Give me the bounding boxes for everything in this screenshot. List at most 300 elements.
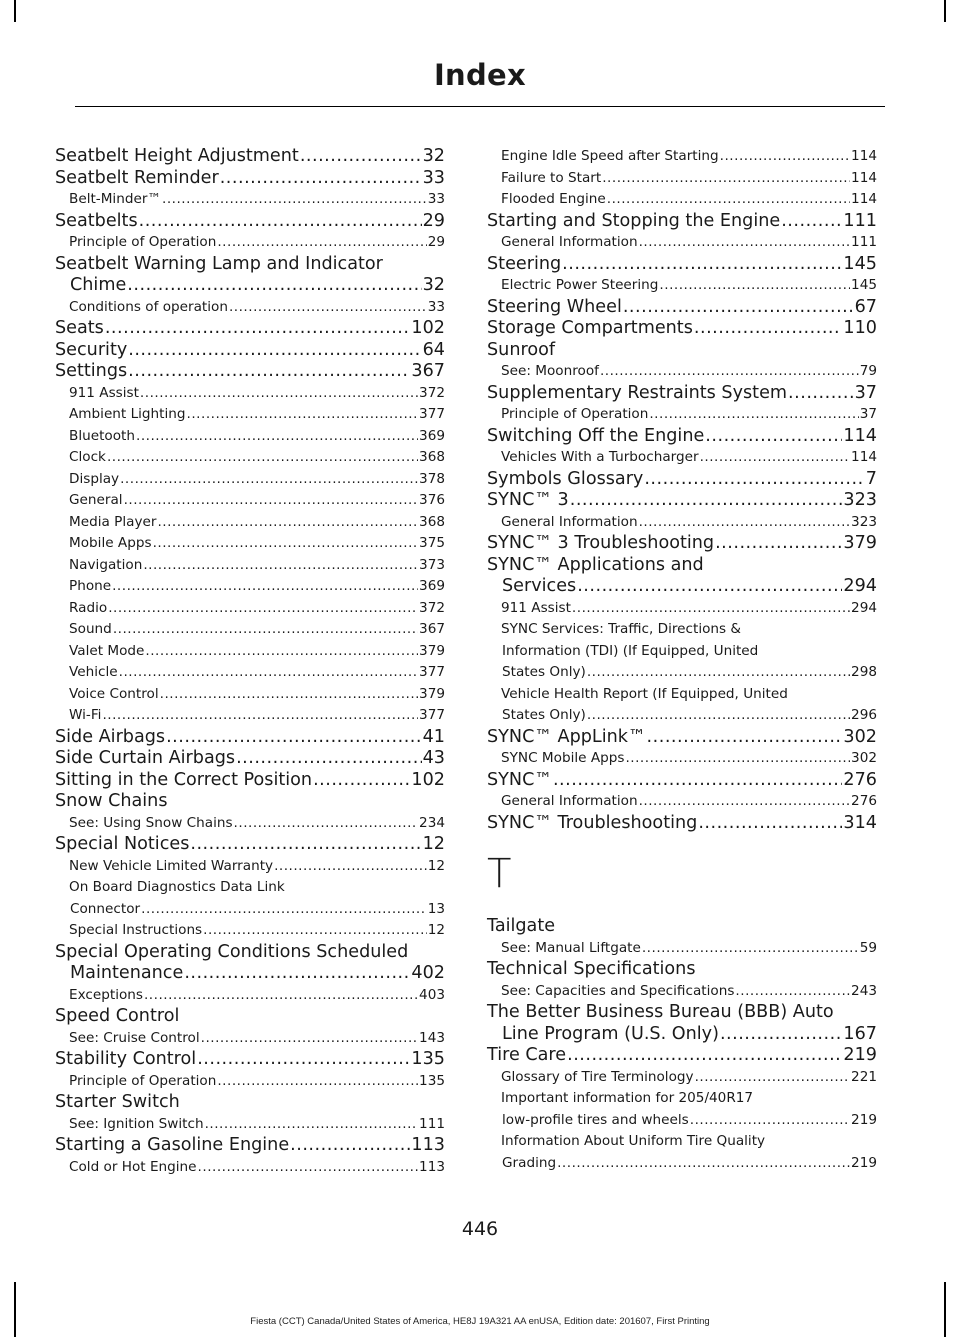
dot-leader: [639, 791, 850, 813]
entry-page-number: 7: [865, 468, 877, 489]
entry-page-number: 145: [851, 277, 877, 293]
dot-leader: [572, 598, 850, 620]
dot-leader: [639, 232, 850, 254]
dot-leader: [236, 748, 422, 770]
dot-leader: [788, 383, 854, 405]
index-entry-line[interactable]: [55, 963, 445, 985]
entry-label: Grading: [502, 1154, 557, 1171]
crop-mark-top-left: [14, 0, 16, 22]
entry-label: Wi-Fi: [69, 707, 102, 723]
index-subentry[interactable]: [487, 1067, 877, 1089]
entry-page-number: 367: [419, 621, 445, 637]
entry-label: Principle of Operation: [501, 406, 649, 422]
entry-page-number: 12: [427, 857, 445, 874]
index-subentry[interactable]: [55, 232, 445, 254]
dot-leader: [607, 189, 850, 211]
entry-page-number: 145: [843, 253, 877, 274]
entry-page-number: 314: [843, 812, 877, 833]
entry-label: General Information: [501, 234, 638, 250]
index-entry[interactable]: [487, 297, 877, 319]
entry-page-number: 43: [422, 748, 445, 768]
index-entry[interactable]: [55, 834, 445, 856]
entry-label-first-line: SYNC™ Applications and: [487, 554, 704, 575]
index-subentry[interactable]: [487, 938, 877, 960]
index-heading[interactable]: Tailgate: [487, 916, 556, 936]
index-subentry[interactable]: [55, 1157, 445, 1179]
entry-page-number: 37: [859, 406, 877, 422]
entry-page-number: 298: [851, 664, 877, 680]
dot-leader: [217, 1071, 418, 1093]
index-entry[interactable]: [55, 168, 445, 190]
index-subentry-wrapped[interactable]: [487, 1131, 877, 1174]
entry-label: Ambient Lighting: [69, 406, 186, 422]
entry-page-number: 113: [419, 1158, 445, 1175]
entry-label: Engine Idle Speed after Starting: [501, 148, 719, 164]
index-entry[interactable]: [487, 770, 877, 792]
entry-page-number: 323: [851, 513, 877, 530]
dot-leader: [274, 856, 427, 878]
index-entry[interactable]: [55, 211, 445, 233]
dot-leader: [553, 770, 842, 792]
entry-page-number: 33: [422, 167, 445, 188]
entry-label: General Information: [501, 793, 638, 809]
index-entry-line[interactable]: [55, 899, 445, 921]
index-entry[interactable]: [55, 361, 445, 383]
index-entry-line[interactable]: [487, 1153, 877, 1175]
index-subentry[interactable]: [55, 1071, 445, 1093]
crop-mark-bottom-left: [14, 1282, 16, 1337]
index-subentry[interactable]: [487, 168, 877, 190]
index-heading[interactable]: Technical Specifications: [487, 959, 696, 979]
index-entry-wrapped[interactable]: [487, 1002, 877, 1045]
dot-leader: [141, 899, 427, 921]
index-entry[interactable]: [487, 254, 877, 276]
entry-label: Belt-Minder™: [69, 191, 161, 207]
dot-leader: [145, 641, 418, 663]
entry-label: Maintenance: [70, 963, 184, 983]
entry-label: SYNC™: [487, 769, 552, 790]
dot-leader: [602, 168, 850, 190]
dot-leader: [700, 447, 850, 469]
index-subentry[interactable]: [487, 447, 877, 469]
entry-page-number: 221: [851, 1068, 877, 1085]
index-subentry[interactable]: [55, 383, 445, 405]
index-subentry[interactable]: [487, 981, 877, 1003]
entry-label: Switching Off the Engine: [487, 425, 705, 446]
dot-leader: [313, 770, 410, 792]
entry-label: Cold or Hot Engine: [69, 1158, 197, 1175]
entry-label-first-line: Special Operating Conditions Scheduled: [55, 941, 409, 962]
entry-page-number: 369: [419, 427, 445, 444]
index-entry-line[interactable]: [55, 275, 445, 297]
dot-leader: [128, 340, 421, 362]
entry-label: See: Using Snow Chains: [69, 814, 233, 831]
dot-leader: [107, 447, 418, 469]
index-heading[interactable]: Starter Switch: [55, 1092, 180, 1112]
index-subentry-wrapped[interactable]: [487, 684, 877, 727]
dot-leader: [217, 232, 426, 254]
index-subentry[interactable]: [55, 555, 445, 577]
index-subentry[interactable]: [55, 576, 445, 598]
entry-label: Conditions of operation: [69, 298, 228, 315]
entry-label: SYNC Mobile Apps: [501, 750, 625, 766]
entry-page-number: 143: [419, 1029, 445, 1046]
entry-label: Connector: [70, 900, 141, 917]
dot-leader: [162, 189, 427, 211]
dot-leader: [300, 146, 422, 168]
entry-label-first-line: Information About Uniform Tire Quality: [501, 1133, 766, 1149]
entry-label: Media Player: [69, 513, 157, 530]
entry-label-first-line: Seatbelt Warning Lamp and Indicator: [55, 253, 383, 274]
entry-page-number: 32: [422, 146, 445, 166]
entry-page-number: 29: [427, 234, 445, 250]
index-entry-wrapped[interactable]: [55, 254, 445, 297]
entry-label: Side Airbags: [55, 726, 166, 747]
entry-label: Starting and Stopping the Engine: [487, 210, 781, 231]
dot-leader: [187, 404, 419, 426]
entry-label: SYNC™ 3: [487, 490, 569, 510]
entry-label: Tire Care: [487, 1045, 567, 1065]
entry-page-number: 377: [419, 406, 445, 422]
dot-leader: [720, 146, 850, 168]
entry-page-number: 403: [419, 986, 445, 1003]
entry-label: See: Ignition Switch: [69, 1115, 204, 1132]
dot-leader: [139, 211, 422, 233]
index-entry[interactable]: [487, 813, 877, 835]
entry-label: See: Moonroof: [501, 363, 599, 379]
index-entry[interactable]: [487, 1045, 877, 1067]
dot-leader: [698, 813, 842, 835]
entry-label: Steering Wheel: [487, 296, 622, 317]
index-subentry[interactable]: [55, 404, 445, 426]
index-entry[interactable]: [55, 1135, 445, 1157]
entry-page-number: 369: [419, 578, 445, 594]
index-subentry[interactable]: [487, 404, 877, 426]
entry-page-number: 41: [422, 726, 445, 747]
dot-leader: [120, 469, 418, 491]
entry-label: Exceptions: [69, 986, 143, 1003]
index-subentry[interactable]: [55, 426, 445, 448]
index-subentry[interactable]: [55, 533, 445, 555]
index-entry[interactable]: [55, 146, 445, 168]
entry-label: Flooded Engine: [501, 191, 606, 207]
index-subentry[interactable]: [55, 813, 445, 835]
index-subentry-wrapped[interactable]: [487, 1088, 877, 1131]
entry-label: SYNC™ 3 Troubleshooting: [487, 533, 715, 553]
index-heading[interactable]: Sunroof: [487, 339, 556, 360]
entry-page-number: 111: [851, 234, 877, 250]
entry-page-number: 377: [419, 664, 445, 680]
entry-label: Valet Mode: [69, 642, 145, 659]
index-subentry[interactable]: [487, 512, 877, 534]
entry-label: Glossary of Tire Terminology: [501, 1068, 694, 1085]
dot-leader: [105, 318, 411, 340]
dot-leader: [720, 1024, 842, 1046]
dot-leader: [567, 1045, 842, 1067]
entry-page-number: 379: [419, 642, 445, 659]
entry-label: Security: [55, 339, 128, 360]
entry-page-number: 13: [427, 900, 445, 917]
index-entry[interactable]: [487, 383, 877, 405]
page-number: 446: [461, 1218, 499, 1240]
index-subentry[interactable]: [55, 297, 445, 319]
entry-page-number: 368: [419, 449, 445, 465]
entry-page-number: 114: [851, 148, 877, 164]
entry-label: SYNC™ Troubleshooting: [487, 812, 698, 833]
dot-leader: [781, 211, 842, 233]
entry-label: Special Notices: [55, 834, 190, 854]
entry-page-number: 368: [419, 513, 445, 530]
footer-edition-info: Fiesta (CCT) Canada/United States of America, HE8J 19A321 AA enUSA, Edition date: 201607, First Printing: [250, 1316, 710, 1327]
dot-leader: [229, 297, 427, 319]
entry-label: Seats: [55, 318, 104, 338]
dot-leader: [205, 1114, 418, 1136]
entry-label: Bluetooth: [69, 427, 135, 444]
dot-leader: [659, 275, 850, 297]
index-subentry[interactable]: [55, 512, 445, 534]
dot-leader: [127, 275, 421, 297]
dot-leader: [197, 1049, 410, 1071]
entry-label: Line Program (U.S. Only): [502, 1023, 719, 1044]
dot-leader: [570, 490, 843, 512]
entry-label-first-line: SYNC Services: Traffic, Directions &: [501, 621, 742, 637]
dot-leader: [102, 705, 418, 727]
index-entry[interactable]: [487, 211, 877, 233]
entry-page-number: 113: [411, 1135, 445, 1155]
entry-page-number: 59: [859, 939, 877, 956]
entry-label: Seatbelt Reminder: [55, 167, 219, 188]
entry-page-number: 243: [851, 982, 877, 999]
index-heading[interactable]: Speed Control: [55, 1006, 180, 1026]
index-subentry[interactable]: [487, 189, 877, 211]
dot-leader: [577, 576, 842, 598]
index-entry[interactable]: [55, 318, 445, 340]
index-entry[interactable]: [487, 318, 877, 340]
entry-page-number: 276: [851, 793, 877, 809]
entry-label: SYNC™ AppLink™: [487, 726, 646, 747]
dot-leader: [108, 598, 418, 620]
dot-leader: [705, 426, 842, 448]
entry-page-number: 294: [851, 599, 877, 616]
index-subentry[interactable]: [55, 598, 445, 620]
index-heading[interactable]: Snow Chains: [55, 791, 168, 811]
entry-page-number: 276: [843, 769, 877, 790]
entry-page-number: 37: [854, 382, 877, 403]
index-subentry[interactable]: [55, 189, 445, 211]
entry-page-number: 376: [419, 492, 445, 508]
entry-page-number: 114: [851, 169, 877, 186]
entry-label: low-profile tires and wheels: [502, 1111, 689, 1128]
dot-leader: [695, 1067, 850, 1089]
dot-leader: [220, 168, 422, 190]
index-entry-line[interactable]: [487, 576, 877, 598]
index-subentry[interactable]: [55, 662, 445, 684]
index-entry[interactable]: [487, 426, 877, 448]
entry-page-number: 64: [422, 339, 445, 360]
dot-leader: [715, 533, 842, 555]
entry-label: Radio: [69, 599, 108, 616]
entry-page-number: 302: [843, 726, 877, 747]
entry-label: Sitting in the Correct Position: [55, 769, 313, 790]
dot-leader: [198, 1157, 419, 1179]
entry-page-number: 114: [843, 425, 877, 446]
entry-page-number: 379: [843, 533, 877, 553]
index-letter-heading: T: [487, 851, 512, 897]
index-subentry[interactable]: [487, 748, 877, 770]
index-entry-wrapped[interactable]: [487, 555, 877, 598]
dot-leader: [201, 1028, 418, 1050]
dot-leader: [290, 1135, 410, 1157]
dot-leader: [113, 619, 418, 641]
index-subentry[interactable]: [487, 146, 877, 168]
index-subentry[interactable]: [55, 490, 445, 512]
dot-leader: [128, 361, 410, 383]
entry-label: Chime: [70, 275, 127, 295]
entry-page-number: 12: [422, 834, 445, 854]
entry-label: 911 Assist: [501, 599, 571, 616]
entry-page-number: 167: [843, 1023, 877, 1044]
dot-leader: [160, 684, 418, 706]
entry-page-number: 102: [411, 318, 445, 338]
index-subentry[interactable]: [55, 985, 445, 1007]
dot-leader: [112, 576, 418, 598]
entry-label: Supplementary Restraints System: [487, 382, 788, 403]
entry-page-number: 373: [419, 556, 445, 573]
index-entry-line[interactable]: [487, 1110, 877, 1132]
index-entry[interactable]: [55, 727, 445, 749]
index-subentry[interactable]: [55, 447, 445, 469]
crop-mark-top-right: [944, 0, 946, 22]
dot-leader: [203, 920, 427, 942]
index-subentry[interactable]: [487, 275, 877, 297]
index-entry-line[interactable]: [487, 1024, 877, 1046]
entry-label-middle-line: Information (TDI) (If Equipped, United: [502, 642, 759, 659]
dot-leader: [234, 813, 419, 835]
index-column-right: [487, 146, 877, 1174]
entry-page-number: 114: [851, 449, 877, 465]
index-subentry[interactable]: [55, 920, 445, 942]
dot-leader: [600, 361, 859, 383]
index-subentry[interactable]: [55, 705, 445, 727]
entry-page-number: 67: [854, 296, 877, 317]
dot-leader: [639, 512, 850, 534]
entry-label: 911 Assist: [69, 384, 139, 401]
dot-leader: [157, 512, 418, 534]
index-subentry[interactable]: [487, 791, 877, 813]
entry-label: Seatbelts: [55, 210, 138, 231]
index-subentry[interactable]: [55, 1028, 445, 1050]
entry-label: Seatbelt Height Adjustment: [55, 146, 299, 166]
entry-label: See: Cruise Control: [69, 1029, 200, 1046]
entry-page-number: 296: [851, 707, 877, 723]
index-subentry[interactable]: [487, 232, 877, 254]
index-entry[interactable]: [487, 533, 877, 555]
entry-label: See: Manual Liftgate: [501, 939, 641, 956]
index-subentry[interactable]: [55, 684, 445, 706]
index-subentry[interactable]: [55, 619, 445, 641]
index-entry[interactable]: [487, 469, 877, 491]
dot-leader: [623, 297, 854, 319]
dot-leader: [119, 662, 418, 684]
entry-page-number: 79: [859, 363, 877, 379]
entry-page-number: 378: [419, 470, 445, 487]
index-entry-line[interactable]: [487, 705, 877, 727]
crop-mark-bottom-right: [944, 1282, 946, 1337]
entry-page-number: 219: [851, 1111, 877, 1128]
entry-label: Services: [502, 576, 577, 596]
entry-page-number: 33: [427, 191, 445, 207]
index-subentry[interactable]: [487, 598, 877, 620]
dot-leader: [140, 383, 418, 405]
index-subentry[interactable]: [55, 469, 445, 491]
index-subentry[interactable]: [55, 1114, 445, 1136]
entry-page-number: 135: [411, 1049, 445, 1069]
entry-label: Stability Control: [55, 1049, 197, 1069]
entry-page-number: 379: [419, 685, 445, 702]
dot-leader: [184, 963, 410, 985]
index-entry-wrapped[interactable]: [55, 942, 445, 985]
dot-leader: [136, 426, 418, 448]
dot-leader: [735, 981, 850, 1003]
entry-label-first-line: On Board Diagnostics Data Link: [69, 879, 285, 895]
entry-label: Failure to Start: [501, 169, 602, 186]
dot-leader: [166, 727, 422, 749]
entry-page-number: 372: [419, 384, 445, 401]
index-entry[interactable]: [487, 490, 877, 512]
entry-page-number: 377: [419, 707, 445, 723]
index-entry[interactable]: [55, 770, 445, 792]
index-subentry[interactable]: [55, 856, 445, 878]
entry-label: Phone: [69, 578, 112, 594]
dot-leader: [644, 469, 864, 491]
entry-label: Storage Compartments: [487, 318, 693, 338]
entry-label: Special Instructions: [69, 922, 203, 938]
entry-label: States Only): [502, 707, 586, 723]
index-entry-line[interactable]: [487, 662, 877, 684]
entry-label: Clock: [69, 449, 106, 465]
dot-leader: [144, 985, 418, 1007]
entry-page-number: 29: [422, 210, 445, 231]
title-divider: [75, 106, 885, 107]
index-entry[interactable]: [55, 1049, 445, 1071]
entry-label: Principle of Operation: [69, 1072, 217, 1089]
index-subentry-wrapped[interactable]: [487, 619, 877, 684]
index-entry[interactable]: [487, 727, 877, 749]
entry-page-number: 219: [843, 1045, 877, 1065]
entry-label: Symbols Glossary: [487, 468, 644, 489]
dot-leader: [557, 1153, 850, 1175]
entry-page-number: 33: [427, 298, 445, 315]
index-subentry[interactable]: [55, 641, 445, 663]
index-entry[interactable]: [55, 748, 445, 770]
entry-label: Electric Power Steering: [501, 277, 659, 293]
index-subentry-wrapped[interactable]: [55, 877, 445, 920]
entry-label: Mobile Apps: [69, 535, 152, 551]
entry-page-number: 302: [851, 750, 877, 766]
index-subentry[interactable]: [487, 361, 877, 383]
entry-page-number: 294: [843, 576, 877, 596]
index-entry[interactable]: [55, 340, 445, 362]
entry-label-first-line: The Better Business Bureau (BBB) Auto: [487, 1002, 834, 1022]
dot-leader: [587, 705, 850, 727]
entry-label-first-line: Important information for 205/40R17: [501, 1090, 754, 1106]
entry-page-number: 234: [419, 814, 445, 831]
entry-page-number: 114: [851, 191, 877, 207]
entry-page-number: 372: [419, 599, 445, 616]
index-column-left: [55, 146, 445, 1178]
entry-label: Steering: [487, 253, 562, 274]
entry-label: Voice Control: [69, 685, 159, 702]
